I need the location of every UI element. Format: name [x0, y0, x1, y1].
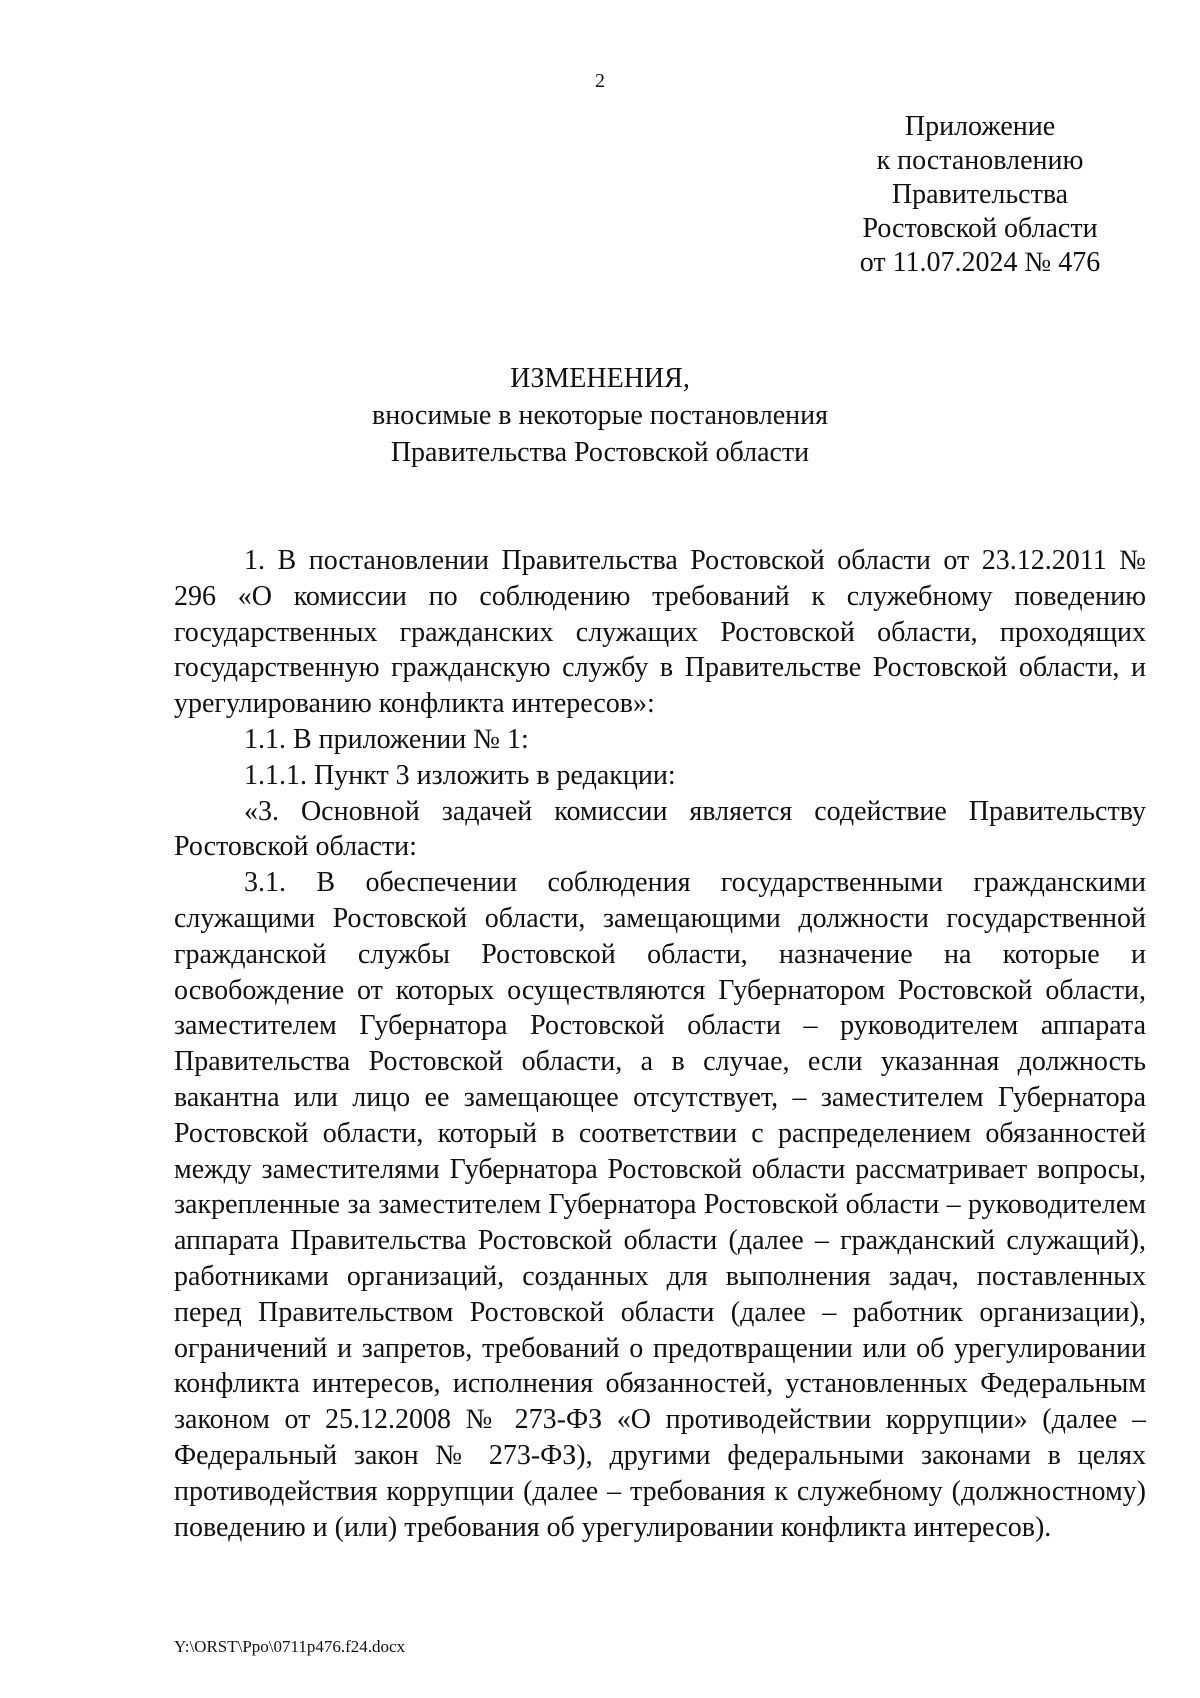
appendix-line: Приложение: [904, 111, 1056, 142]
document-title: ИЗМЕНЕНИЯ,: [510, 363, 690, 394]
document-heading: [0, 360, 1200, 471]
paragraph-1-1: 1.1. В приложении № 1:: [244, 723, 529, 755]
document-body: [174, 543, 1146, 1545]
appendix-block: [820, 110, 1140, 280]
document-subtitle-line-2: Правительства Ростовской области: [390, 437, 810, 468]
page-number: 2: [595, 70, 605, 92]
paragraph-1: 1. В постановлении Правительства Ростовской области от 23.12.2011 № 296 «О комиссии по соблюдению требований к служебному поведению государственных гражданских служащих Ростовской области, проходящих государственную гражданскую службу в Правительстве Ростовской области, и урегулированию конфликта интересов»:: [174, 545, 1146, 720]
appendix-line: Ростовской области: [862, 213, 1098, 244]
appendix-line: к постановлению: [876, 145, 1084, 176]
appendix-line: Правительства: [891, 179, 1069, 210]
appendix-date-number: от 11.07.2024 № 476: [859, 247, 1101, 278]
document-subtitle-line-1: вносимые в некоторые постановления: [371, 400, 829, 431]
paragraph-quote-3: «3. Основной задачей комиссии является содействие Правительству Ростовской области:: [174, 795, 1146, 863]
paragraph-1-1-1: 1.1.1. Пункт 3 изложить в редакции:: [244, 759, 676, 791]
footer-file-path: Y:\ORST\Ppo\0711p476.f24.docx: [174, 1637, 406, 1656]
paragraph-3-1: 3.1. В обеспечении соблюдения государственными гражданскими служащими Ростовской области, замещающими должности государственной гражданской службы Ростовской области, назначение на которые и освобождение от которых осуществляются Губернатором Ростовской области, заместителем Губернатора Ростовской области – руководителем аппарата Правительства Ростовской области, а в случае, если указанная должность вакантна или лицо ее замещающее отсутствует, – заместителем Губернатора Ростовской области, который в соответствии с распределением обязанностей между заместителями Губернатора Ростовской области рассматривает вопросы, закрепленные за заместителем Губернатора Ростовской области – руководителем аппарата Правительства Ростовской области (далее – гражданский служащий), работниками организаций, созданных для выполнения задач, поставленных перед Правительством Ростовской области (далее – работник организации), ограничений и запретов, требований о предотвращении или об урегулировании конфликта интересов, исполнения обязанностей, установленных Федеральным законом от 25.12.2008 № 273-ФЗ «О противодействии коррупции» (далее – Федеральный закон № 273-ФЗ), другими федеральными законами в целях противодействия коррупции (далее – требования к служебному (должностному) поведению и (или) требования об урегулировании конфликта интересов).: [174, 867, 1146, 1543]
